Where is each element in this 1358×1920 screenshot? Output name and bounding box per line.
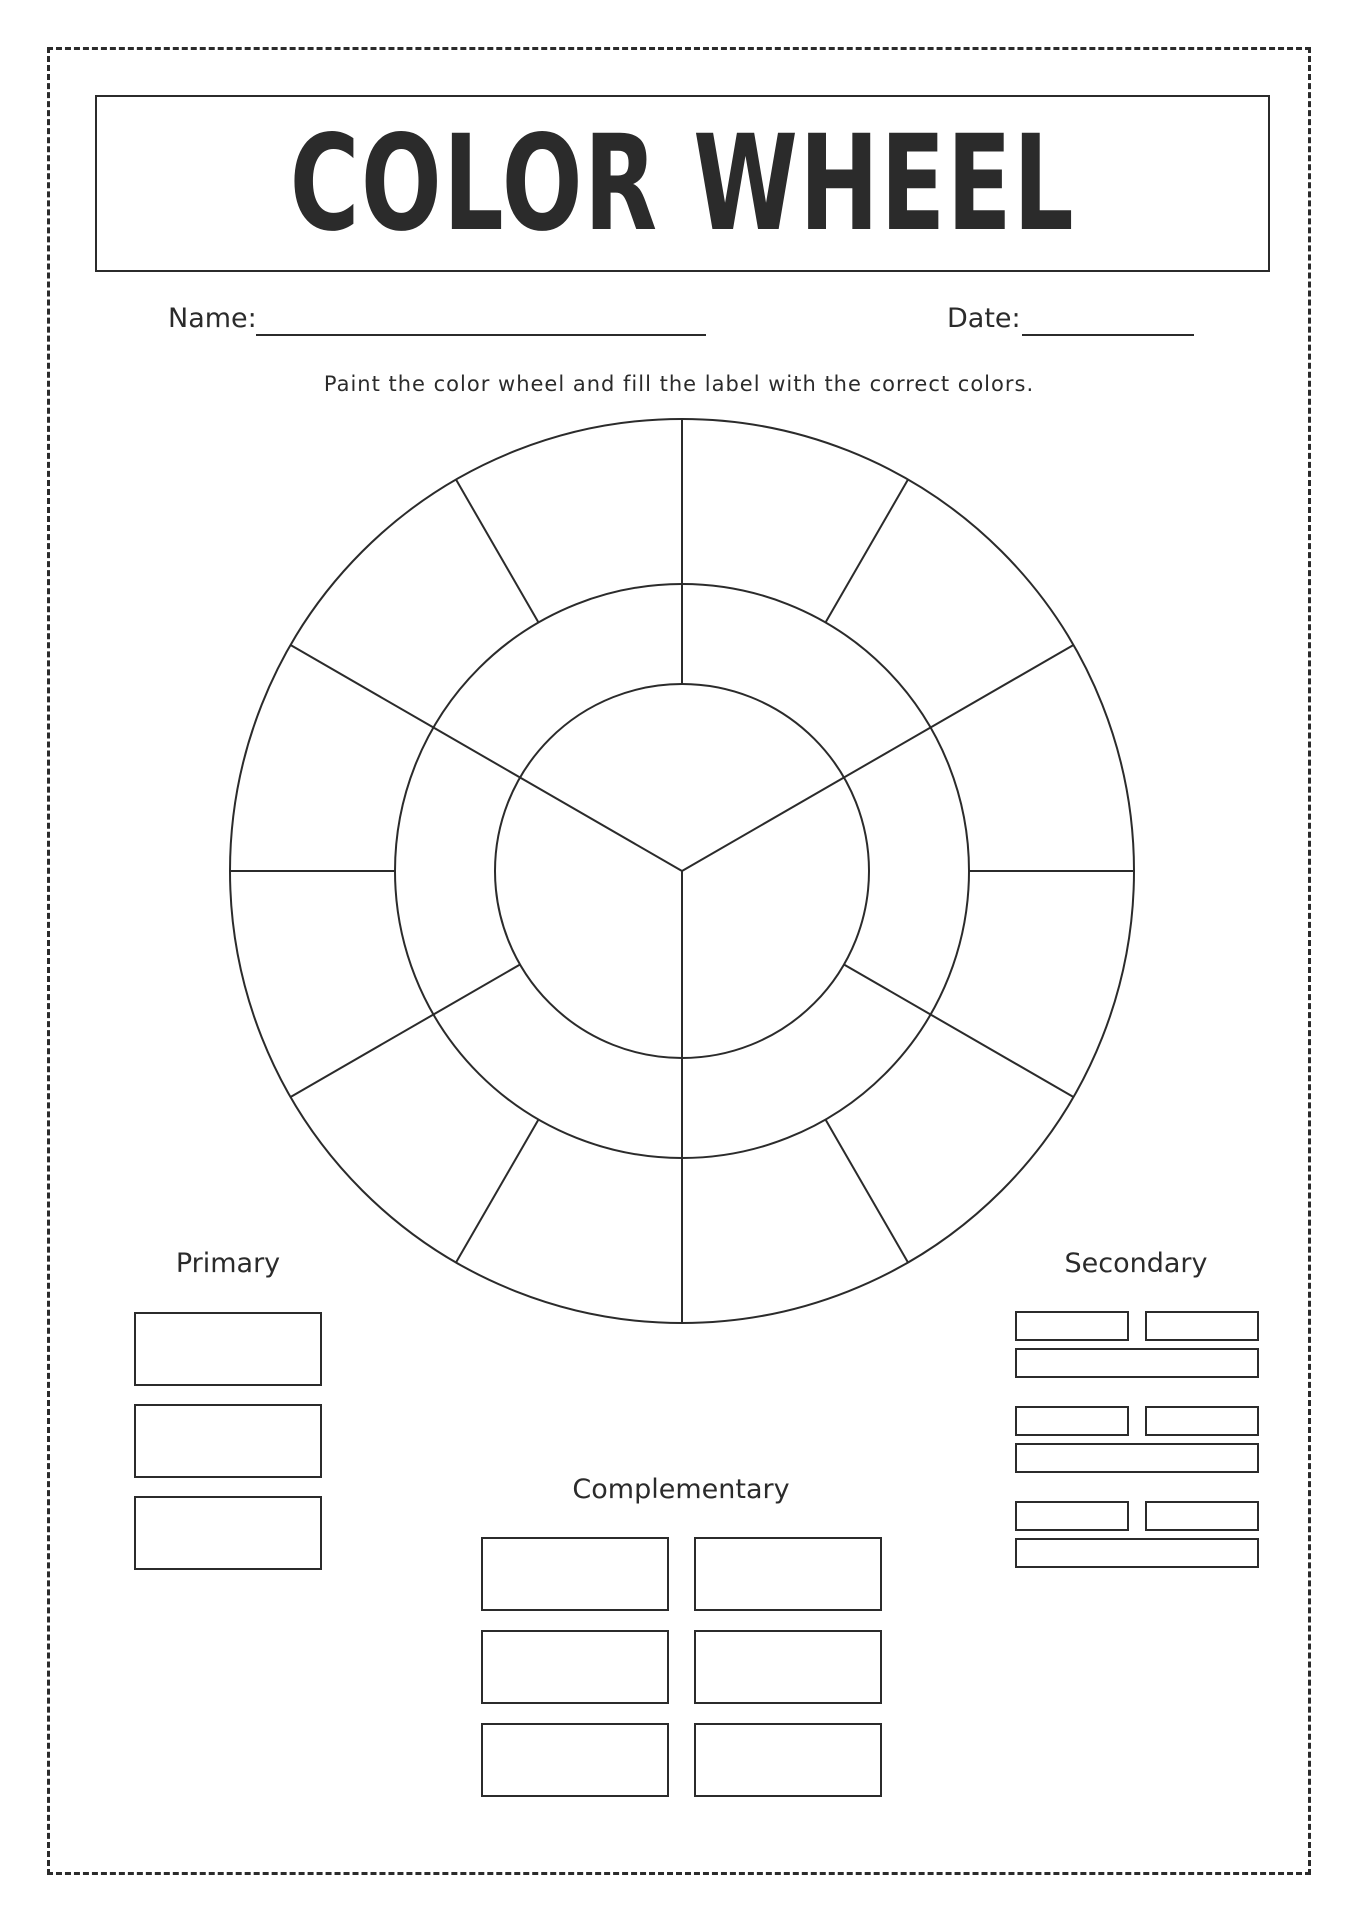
secondary-box-3c[interactable]: [1015, 1538, 1259, 1568]
wheel-inner-divider: [520, 778, 682, 872]
wheel-outer-divider: [456, 1120, 539, 1263]
complementary-label: Complementary: [572, 1474, 790, 1505]
primary-box-1[interactable]: [134, 1312, 322, 1386]
secondary-box-2a[interactable]: [1015, 1406, 1129, 1436]
secondary-box-1b[interactable]: [1145, 1311, 1259, 1341]
wheel-outer-divider: [826, 480, 909, 623]
secondary-box-1a[interactable]: [1015, 1311, 1129, 1341]
wheel-outer-divider: [826, 1120, 909, 1263]
primary-box-3[interactable]: [134, 1496, 322, 1570]
complementary-box-1b[interactable]: [694, 1537, 882, 1611]
wheel-middle-divider: [844, 965, 931, 1015]
primary-box-2[interactable]: [134, 1404, 322, 1478]
primary-label: Primary: [175, 1248, 281, 1279]
complementary-box-3b[interactable]: [694, 1723, 882, 1797]
wheel-outer-divider: [291, 1015, 434, 1098]
instructions-text: Paint the color wheel and fill the label with the correct colors.: [323, 372, 1035, 396]
page-title: COLOR WHEEL: [289, 106, 1076, 261]
secondary-box-2c[interactable]: [1015, 1443, 1259, 1473]
wheel-inner-divider: [682, 778, 844, 872]
wheel-middle-divider: [433, 728, 520, 778]
date-label: Date:: [947, 303, 1021, 334]
secondary-box-1c[interactable]: [1015, 1348, 1259, 1378]
secondary-box-3a[interactable]: [1015, 1501, 1129, 1531]
complementary-box-2b[interactable]: [694, 1630, 882, 1704]
secondary-box-3b[interactable]: [1145, 1501, 1259, 1531]
wheel-middle-divider: [844, 728, 931, 778]
name-label: Name:: [168, 303, 257, 334]
complementary-box-1a[interactable]: [481, 1537, 669, 1611]
wheel-outer-divider: [931, 645, 1074, 728]
wheel-outer-divider: [456, 480, 539, 623]
secondary-box-2b[interactable]: [1145, 1406, 1259, 1436]
wheel-outer-divider: [931, 1015, 1074, 1098]
complementary-box-2a[interactable]: [481, 1630, 669, 1704]
complementary-box-3a[interactable]: [481, 1723, 669, 1797]
wheel-middle-divider: [433, 965, 520, 1015]
wheel-outer-divider: [291, 645, 434, 728]
secondary-label: Secondary: [1064, 1248, 1208, 1279]
